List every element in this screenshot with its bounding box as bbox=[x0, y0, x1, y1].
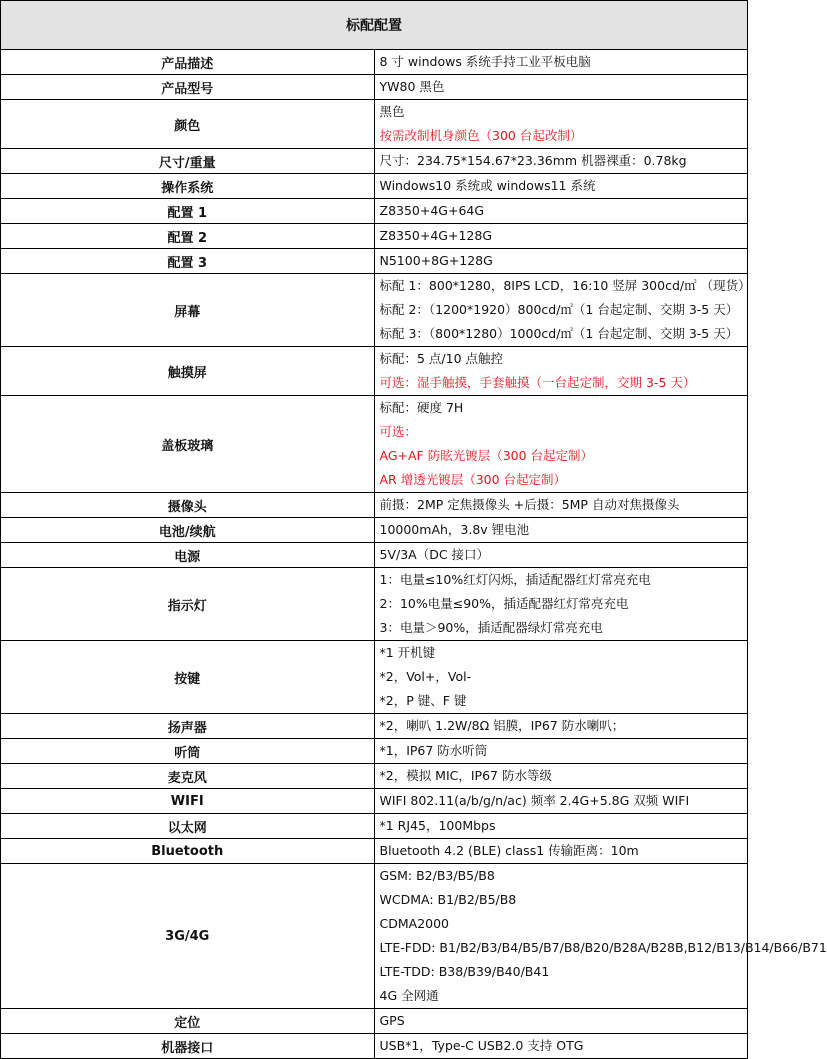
spec-row bbox=[1, 75, 748, 100]
spec-row bbox=[1, 739, 748, 764]
spec-label: 配置 2 bbox=[1, 224, 375, 249]
spec-value bbox=[374, 149, 748, 174]
spec-value bbox=[374, 274, 751, 347]
spec-row bbox=[1, 1034, 748, 1059]
spec-value bbox=[374, 864, 827, 1009]
spec-row bbox=[1, 864, 748, 1009]
spec-value bbox=[374, 396, 748, 493]
spec-value-line: 10000mAh，3.8v 锂电池 bbox=[379, 522, 530, 537]
spec-value-line: 标配 3：（800*1280）1000cd/㎡（1 台起定制、交期 3-5 天） bbox=[379, 326, 739, 341]
spec-value-line: LTE-TDD: B38/B39/B40/B41 bbox=[379, 964, 550, 979]
spec-value-line: *2，Vol+，Vol- bbox=[379, 669, 472, 684]
spec-label: 电池/续航 bbox=[1, 518, 375, 543]
spec-label: 扬声器 bbox=[1, 714, 375, 739]
spec-value-line: 黑色 bbox=[379, 104, 405, 119]
spec-label: 以太网 bbox=[1, 814, 375, 839]
spec-row bbox=[1, 764, 748, 789]
title-row bbox=[1, 1, 748, 50]
spec-value bbox=[374, 814, 748, 839]
spec-value-line: GPS bbox=[379, 1013, 405, 1028]
spec-value-line: LTE-FDD: B1/B2/B3/B4/B5/B7/B8/B20/B28A/B28B,B12/B13/B14/B66/B71 bbox=[379, 940, 827, 955]
spec-row bbox=[1, 224, 748, 249]
spec-label: 盖板玻璃 bbox=[1, 396, 375, 493]
spec-value bbox=[374, 493, 748, 518]
spec-value-line: *2，模拟 MIC，IP67 防水等级 bbox=[379, 768, 552, 783]
spec-value-line: 尺寸：234.75*154.67*23.36mm 机器裸重：0.78kg bbox=[379, 153, 687, 168]
spec-value-line: 标配：5 点/10 点触控 bbox=[379, 351, 504, 366]
spec-value-line: WIFI 802.11(a/b/g/n/ac) 频率 2.4G+5.8G 双频 WIFI bbox=[379, 793, 690, 808]
spec-label: 产品描述 bbox=[1, 50, 375, 75]
spec-value-line: *2，喇叭 1.2W/8Ω 铝膜，IP67 防水喇叭； bbox=[379, 718, 625, 733]
spec-value bbox=[374, 50, 748, 75]
spec-value-line-highlight: AG+AF 防眩光镀层（300 台起定制） bbox=[379, 448, 594, 463]
spec-value-line: *2，P 键、F 键 bbox=[379, 693, 467, 708]
spec-value-line: Z8350+4G+64G bbox=[379, 203, 485, 218]
spec-value bbox=[374, 641, 748, 714]
spec-value bbox=[374, 543, 748, 568]
spec-value-line: USB*1，Type-C USB2.0 支持 OTG bbox=[379, 1038, 584, 1053]
spec-row bbox=[1, 50, 748, 75]
spec-value bbox=[374, 568, 748, 641]
spec-value-line-highlight: 按需改制机身颜色（300 台起改制） bbox=[379, 128, 583, 143]
spec-value-line: 前摄：2MP 定焦摄像头 +后摄：5MP 自动对焦摄像头 bbox=[379, 497, 680, 512]
spec-row bbox=[1, 199, 748, 224]
spec-row bbox=[1, 493, 748, 518]
spec-label: 摄像头 bbox=[1, 493, 375, 518]
spec-row bbox=[1, 347, 748, 396]
spec-value bbox=[374, 714, 748, 739]
spec-label: 操作系统 bbox=[1, 174, 375, 199]
spec-value bbox=[374, 764, 748, 789]
spec-row bbox=[1, 249, 748, 274]
spec-row bbox=[1, 174, 748, 199]
spec-value-line: 标配 1：800*1280，8IPS LCD，16:10 竖屏 300cd/㎡ （现货） bbox=[379, 278, 751, 293]
spec-value bbox=[374, 224, 748, 249]
spec-label: 听筒 bbox=[1, 739, 375, 764]
spec-value bbox=[374, 174, 748, 199]
spec-row bbox=[1, 1009, 748, 1034]
spec-row bbox=[1, 839, 748, 864]
spec-value bbox=[374, 100, 748, 149]
spec-value-line: WCDMA: B1/B2/B5/B8 bbox=[379, 892, 517, 907]
spec-row bbox=[1, 641, 748, 714]
spec-label: 麦克风 bbox=[1, 764, 375, 789]
spec-value-line: 3：电量＞90%，插适配器绿灯常亮充电 bbox=[379, 620, 603, 635]
spec-value-line: *1，IP67 防水听筒 bbox=[379, 743, 488, 758]
spec-label: 颜色 bbox=[1, 100, 375, 149]
spec-value bbox=[374, 1034, 748, 1059]
spec-value bbox=[374, 199, 748, 224]
spec-value-line: 8 寸 windows 系统手持工业平板电脑 bbox=[379, 54, 591, 69]
spec-value bbox=[374, 1009, 748, 1034]
spec-value bbox=[374, 347, 748, 396]
spec-label: 3G/4G bbox=[1, 864, 375, 1009]
spec-value bbox=[374, 75, 748, 100]
spec-label: WIFI bbox=[1, 789, 375, 814]
spec-label: 屏幕 bbox=[1, 274, 375, 347]
spec-label: 尺寸/重量 bbox=[1, 149, 375, 174]
spec-value-line: Z8350+4G+128G bbox=[379, 228, 493, 243]
spec-label: 按键 bbox=[1, 641, 375, 714]
spec-row bbox=[1, 518, 748, 543]
spec-row bbox=[1, 100, 748, 149]
spec-row bbox=[1, 149, 748, 174]
spec-value-line: *1 开机键 bbox=[379, 645, 436, 660]
spec-row bbox=[1, 714, 748, 739]
spec-row bbox=[1, 396, 748, 493]
spec-value-line-highlight: 可选： bbox=[379, 424, 418, 439]
spec-value bbox=[374, 518, 748, 543]
spec-label: 配置 3 bbox=[1, 249, 375, 274]
spec-value-line: 1：电量≤10%红灯闪烁，插适配器红灯常亮充电 bbox=[379, 572, 651, 587]
table-title: 标配配置 bbox=[1, 1, 748, 50]
spec-value-line: GSM: B2/B3/B5/B8 bbox=[379, 868, 495, 883]
spec-value bbox=[374, 739, 748, 764]
spec-label: 机器接口 bbox=[1, 1034, 375, 1059]
spec-value-line: 标配 2：（1200*1920）800cd/㎡（1 台起定制、交期 3-5 天） bbox=[379, 302, 739, 317]
spec-value-line: 5V/3A（DC 接口） bbox=[379, 547, 490, 562]
spec-label: 指示灯 bbox=[1, 568, 375, 641]
spec-label: Bluetooth bbox=[1, 839, 375, 864]
spec-value bbox=[374, 249, 748, 274]
spec-value-line: 标配：硬度 7H bbox=[379, 400, 464, 415]
spec-value bbox=[374, 839, 748, 864]
spec-label: 产品型号 bbox=[1, 75, 375, 100]
spec-row bbox=[1, 274, 748, 347]
spec-label: 触摸屏 bbox=[1, 347, 375, 396]
spec-value-line-highlight: AR 增透光镀层（300 台起定制） bbox=[379, 472, 567, 487]
spec-value-line: Windows10 系统或 windows11 系统 bbox=[379, 178, 596, 193]
spec-row bbox=[1, 789, 748, 814]
spec-value-line: 2：10%电量≤90%，插适配器红灯常亮充电 bbox=[379, 596, 629, 611]
spec-row bbox=[1, 543, 748, 568]
spec-value-line: N5100+8G+128G bbox=[379, 253, 493, 268]
spec-value-line: *1 RJ45，100Mbps bbox=[379, 818, 496, 833]
spec-value bbox=[374, 789, 748, 814]
spec-value-line: YW80 黑色 bbox=[379, 79, 445, 94]
spec-value-line: 4G 全网通 bbox=[379, 988, 439, 1003]
spec-label: 电源 bbox=[1, 543, 375, 568]
spec-label: 定位 bbox=[1, 1009, 375, 1034]
spec-value-line: Bluetooth 4.2 (BLE) class1 传输距离：10m bbox=[379, 843, 639, 858]
spec-row bbox=[1, 814, 748, 839]
spec-value-line-highlight: 可选：湿手触摸，手套触摸（一台起定制，交期 3-5 天） bbox=[379, 375, 696, 390]
spec-row bbox=[1, 568, 748, 641]
spec-label: 配置 1 bbox=[1, 199, 375, 224]
spec-value-line: CDMA2000 bbox=[379, 916, 450, 931]
